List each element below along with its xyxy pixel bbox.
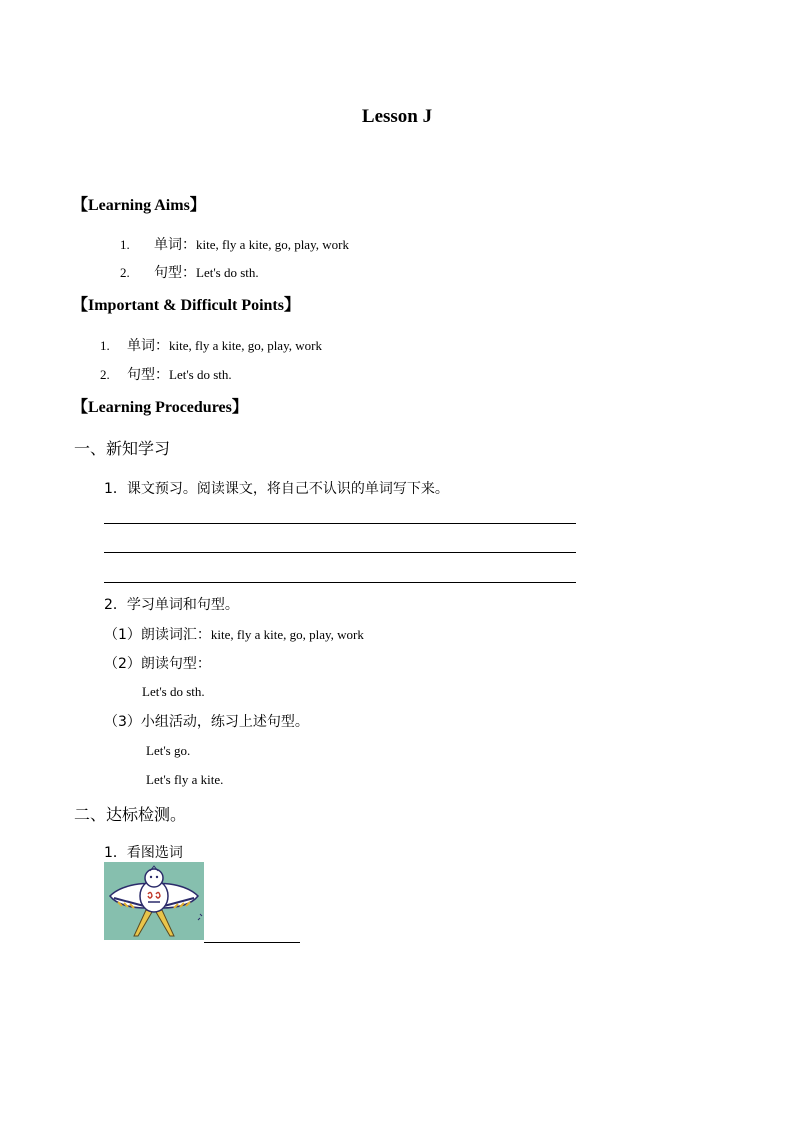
- item-label: 句型：: [127, 367, 169, 383]
- kite-answer-line[interactable]: [204, 942, 300, 943]
- sub-step-1: [104, 624, 364, 644]
- sub-step-3-example-1: Let's go.: [146, 743, 191, 758]
- step-1-text: 1．课文预习。阅读课文，将自己不认识的单词写下来。: [104, 481, 449, 497]
- answer-line-2[interactable]: [104, 552, 576, 553]
- step-2-text: 2．学习单词和句型。: [104, 597, 239, 613]
- learning-aims-item-2: [120, 262, 259, 282]
- procedures-heading: 【Learning Procedures】: [72, 399, 248, 416]
- answer-line-1[interactable]: [104, 523, 576, 524]
- page-title: Lesson J: [361, 106, 433, 127]
- section-1-title: 一、新知学习: [74, 439, 171, 458]
- item-label: 单词：: [127, 338, 169, 354]
- learning-aims-heading: 【Learning Aims】: [72, 197, 206, 214]
- important-points-item-1: [100, 335, 322, 355]
- sub-step-label: （1）朗读词汇：: [104, 627, 211, 643]
- item-label: 句型：: [154, 265, 196, 281]
- learning-aims-item-1: [120, 234, 349, 254]
- important-points-heading: 【Important & Difficult Points】: [72, 297, 300, 314]
- section-2-title: 二、达标检测。: [74, 805, 187, 824]
- item-text: Let's do sth.: [196, 265, 259, 280]
- section-2-step-1: 1．看图选词: [104, 845, 183, 861]
- item-number: 1.: [120, 237, 130, 252]
- item-label: 单词：: [154, 237, 196, 253]
- sub-step-text: kite, fly a kite, go, play, work: [210, 627, 364, 642]
- answer-line-3[interactable]: [104, 582, 576, 583]
- sub-step-2-label: （2）朗读句型：: [104, 656, 211, 672]
- item-number: 2.: [100, 367, 110, 382]
- item-text: kite, fly a kite, go, play, work: [196, 237, 349, 252]
- item-text: Let's do sth.: [169, 367, 232, 382]
- sub-step-3-label: （3）小组活动，练习上述句型。: [104, 714, 309, 730]
- item-number: 2.: [120, 265, 130, 280]
- kite-picture: [104, 862, 204, 940]
- kite-icon: [104, 862, 204, 940]
- sub-step-2-example: Let's do sth.: [142, 684, 205, 699]
- important-points-item-2: [100, 364, 232, 384]
- sub-step-3-example-2: Let's fly a kite.: [146, 772, 224, 787]
- item-number: 1.: [100, 338, 110, 353]
- item-text: kite, fly a kite, go, play, work: [169, 338, 322, 353]
